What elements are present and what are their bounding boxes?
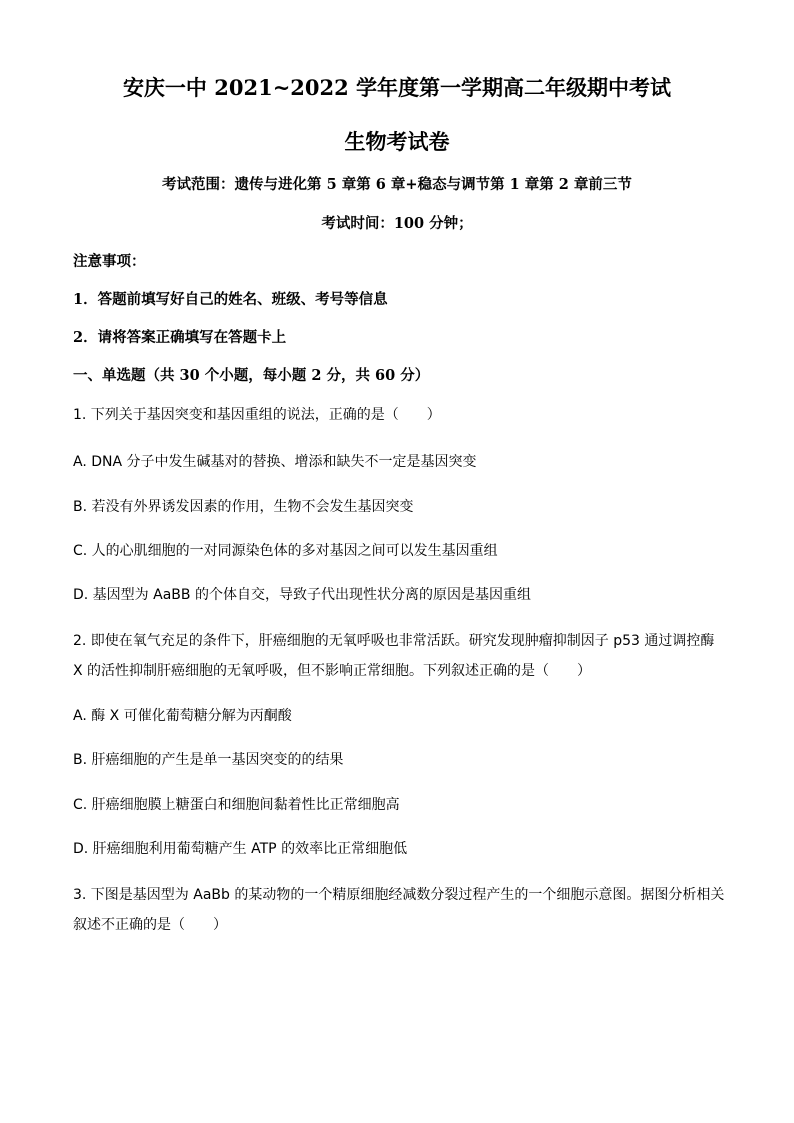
exam-subtitle: 生物考试卷 bbox=[344, 129, 450, 154]
exam-time: 考试时间：100 分钟； bbox=[321, 215, 473, 232]
option-b: B. 若没有外界诱发因素的作用，生物不会发生基因突变 bbox=[73, 499, 414, 515]
notes-item-2: 2．请将答案正确填写在答题卡上 bbox=[73, 329, 287, 346]
notes-heading: 注意事项： bbox=[73, 253, 146, 270]
question-stem: 1. 下列关于基因突变和基因重组的说法，正确的是（ ） bbox=[73, 407, 441, 423]
option-b: B. 肝癌细胞的产生是单一基因突变的的结果 bbox=[73, 752, 344, 768]
option-c: C. 肝癌细胞膜上糖蛋白和细胞间黏着性比正常细胞高 bbox=[73, 797, 400, 813]
option-a: A. 酶 X 可催化葡萄糖分解为丙酮酸 bbox=[73, 708, 292, 724]
question-stem-continued: X 的活性抑制肝癌细胞的无氧呼吸，但不影响正常细胞。下列叙述正确的是（ ） bbox=[73, 663, 592, 679]
option-c: C. 人的心肌细胞的一对同源染色体的多对基因之间可以发生基因重组 bbox=[73, 543, 498, 559]
question-stem: 3. 下图是基因型为 AaBb 的某动物的一个精原细胞经减数分裂过程产生的一个细胞示意图。据图分析相关 bbox=[73, 887, 725, 903]
exam-title: 安庆一中 2021~2022 学年度第一学期高二年级期中考试 bbox=[122, 75, 672, 100]
question-stem: 2. 即使在氧气充足的条件下，肝癌细胞的无氧呼吸也非常活跃。研究发现肿瘤抑制因子 p53 通过调控酶 bbox=[73, 633, 715, 649]
question-stem-continued: 叙述不正确的是（ ） bbox=[73, 917, 227, 933]
option-d: D. 肝癌细胞利用葡萄糖产生 ATP 的效率比正常细胞低 bbox=[73, 841, 408, 857]
exam-scope: 考试范围：遗传与进化第 5 章第 6 章+稳态与调节第 1 章第 2 章前三节 bbox=[162, 176, 632, 193]
section-heading: 一、单选题（共 30 个小题，每小题 2 分，共 60 分） bbox=[73, 367, 430, 384]
option-d: D. 基因型为 AaBB 的个体自交，导致子代出现性状分离的原因是基因重组 bbox=[73, 587, 531, 603]
notes-item-1: 1．答题前填写好自己的姓名、班级、考号等信息 bbox=[73, 291, 388, 308]
option-a: A. DNA 分子中发生碱基对的替换、增添和缺失不一定是基因突变 bbox=[73, 454, 477, 470]
